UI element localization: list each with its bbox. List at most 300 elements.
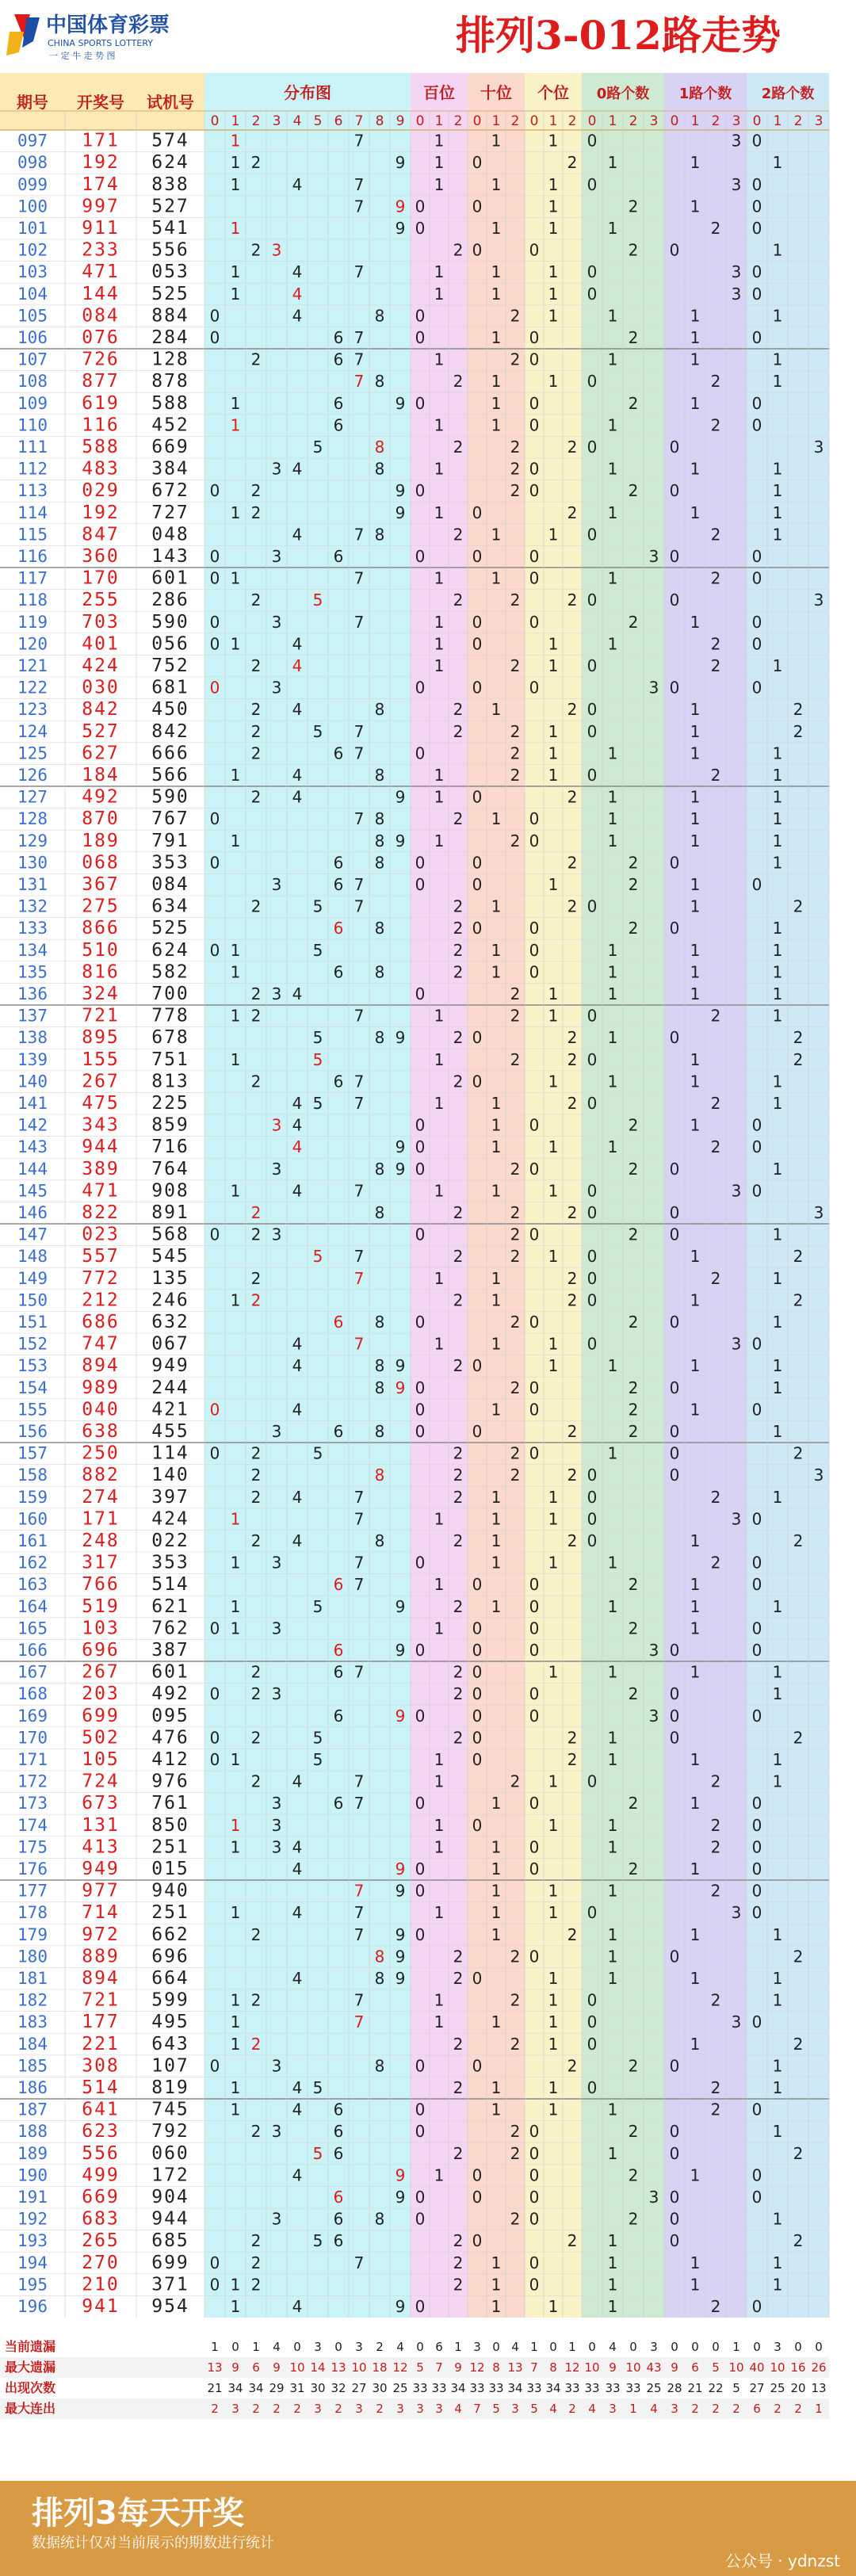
stats-value: 22 (708, 2381, 724, 2395)
stats-value: 0 (416, 2340, 424, 2354)
position-route-mark: 1 (491, 896, 502, 916)
route-count-mark: 2 (793, 1290, 804, 1310)
test-cell: 624 (151, 152, 189, 174)
draw-cell: 519 (82, 1596, 120, 1617)
route-count-mark: 0 (587, 896, 598, 916)
position-route-mark: 0 (415, 393, 426, 413)
issue-cell: 193 (17, 2231, 48, 2251)
stats-value: 5 (732, 2381, 740, 2395)
draw-cell: 977 (82, 1880, 120, 1901)
dist-mark: 9 (395, 1859, 406, 1878)
dist-mark: 0 (209, 1443, 220, 1463)
route-count-mark: 0 (669, 2231, 680, 2251)
route-sub-header: 1 (491, 113, 501, 129)
position-route-mark: 2 (453, 2231, 464, 2251)
route-count-mark: 1 (690, 328, 701, 347)
dist-mark: 6 (333, 1422, 344, 1441)
position-route-mark: 1 (548, 2078, 559, 2097)
position-route-mark: 0 (529, 2275, 540, 2295)
route-count-mark: 2 (793, 1028, 804, 1048)
position-route-mark: 1 (548, 1771, 559, 1791)
position-route-mark: 1 (434, 612, 445, 632)
issue-cell: 097 (17, 131, 48, 151)
dist-mark: 2 (250, 240, 262, 260)
route-count-mark: 3 (648, 1706, 659, 1726)
issue-cell: 117 (17, 568, 48, 588)
draw-cell: 367 (82, 874, 120, 895)
dist-mark: 9 (395, 2165, 406, 2185)
dist-mark: 4 (292, 1969, 303, 1988)
dist-mark: 8 (374, 306, 385, 326)
route-count-mark: 0 (587, 262, 598, 282)
draw-cell: 389 (82, 1158, 120, 1179)
issue-cell: 185 (17, 2056, 48, 2076)
digit-sub-header: 5 (313, 113, 323, 129)
dist-mark: 1 (230, 568, 241, 588)
position-route-mark: 0 (529, 1596, 540, 1616)
route-count-mark: 0 (587, 1268, 598, 1288)
issue-cell: 102 (17, 240, 48, 260)
stats-value: 0 (334, 2340, 342, 2354)
draw-cell: 212 (82, 1290, 120, 1311)
test-cell: 842 (151, 720, 189, 742)
position-route-mark: 0 (529, 831, 540, 850)
dist-mark: 9 (395, 831, 406, 850)
dist-mark: 2 (250, 1268, 262, 1288)
route-count-mark: 2 (628, 2056, 639, 2076)
route-count-mark: 1 (772, 1596, 783, 1616)
draw-cell: 267 (82, 1661, 120, 1683)
dist-mark: 4 (292, 2078, 303, 2097)
stats-value: 2 (376, 2340, 384, 2354)
position-route-mark: 1 (491, 525, 502, 545)
position-route-mark: 0 (472, 1684, 483, 1704)
route-count-mark: 1 (690, 1794, 701, 1814)
test-cell: 878 (151, 371, 189, 392)
draw-cell: 822 (82, 1202, 120, 1223)
stats-value: 0 (671, 2340, 678, 2354)
stats-value: 2 (211, 2402, 219, 2416)
route-count-header: 1路个数 (678, 86, 732, 102)
route-count-mark: 3 (731, 284, 742, 304)
draw-cell: 103 (82, 1618, 120, 1639)
position-route-mark: 0 (472, 240, 483, 260)
stats-value: 43 (646, 2360, 662, 2375)
position-route-mark: 0 (472, 612, 483, 632)
issue-cell: 180 (17, 1947, 48, 1966)
route-count-mark: 1 (690, 700, 701, 720)
position-route-mark: 1 (434, 131, 445, 151)
position-route-mark: 2 (510, 2034, 521, 2054)
route-count-mark: 2 (710, 1094, 721, 1113)
test-cell: 114 (151, 1443, 189, 1464)
route-count-mark: 1 (772, 766, 783, 785)
dist-mark: 4 (292, 1094, 303, 1113)
issue-cell: 151 (17, 1313, 48, 1332)
stats-value: 1 (252, 2340, 260, 2354)
position-route-mark: 1 (434, 2012, 445, 2032)
draw-cell: 747 (82, 1333, 120, 1355)
position-route-mark: 2 (510, 1378, 521, 1397)
dist-mark: 7 (353, 875, 365, 894)
issue-cell: 106 (17, 328, 48, 347)
position-route-mark: 0 (472, 547, 483, 566)
route-count-mark: 1 (607, 350, 618, 369)
dist-mark: 2 (250, 787, 262, 807)
route-count-mark: 3 (731, 262, 742, 282)
issue-cell: 126 (17, 766, 48, 785)
dist-mark: 5 (312, 1728, 323, 1748)
dist-mark: 7 (353, 350, 365, 369)
route-count-mark: 1 (690, 2034, 701, 2054)
route-count-mark: 2 (793, 2143, 804, 2163)
issue-cell: 191 (17, 2188, 48, 2207)
dist-mark: 1 (230, 219, 241, 238)
position-route-mark: 1 (548, 306, 559, 326)
dist-mark: 6 (333, 1641, 344, 1660)
route-count-mark: 0 (669, 590, 680, 610)
test-cell: 022 (151, 1531, 189, 1551)
route-count-mark: 0 (751, 1815, 762, 1835)
dist-mark: 8 (374, 372, 385, 392)
dist-mark: 2 (250, 2275, 262, 2295)
test-cell: 384 (151, 458, 189, 480)
test-cell: 601 (151, 1661, 189, 1683)
position-route-mark: 2 (567, 700, 578, 720)
position-route-mark: 2 (453, 2253, 464, 2272)
issue-cell: 184 (17, 2034, 48, 2054)
stats-value: 21 (687, 2381, 703, 2395)
issue-cell: 178 (17, 1903, 48, 1923)
issue-cell: 131 (17, 875, 48, 894)
dist-mark: 4 (292, 525, 303, 545)
route-sub-header: 1 (434, 113, 444, 129)
dist-mark: 4 (292, 2165, 303, 2185)
position-route-mark: 1 (548, 721, 559, 741)
stats-value: 4 (588, 2402, 596, 2416)
dist-mark: 5 (312, 438, 323, 457)
test-cell: 095 (151, 1705, 189, 1726)
dist-mark: 1 (230, 131, 241, 151)
route-count-mark: 0 (587, 766, 598, 785)
route-count-mark: 1 (607, 1815, 618, 1835)
position-route-mark: 2 (510, 831, 521, 850)
route-count-mark: 1 (607, 1969, 618, 1988)
issue-cell: 145 (17, 1181, 48, 1201)
route-count-mark: 1 (772, 1969, 783, 1988)
route-count-mark: 1 (607, 831, 618, 850)
issue-header: 期号 (17, 93, 48, 112)
position-route-mark: 0 (529, 1575, 540, 1595)
route-count-mark: 1 (607, 306, 618, 326)
draw-cell: 686 (82, 1312, 120, 1332)
test-cell: 643 (151, 2033, 189, 2054)
dist-mark: 8 (374, 1422, 385, 1441)
position-route-mark: 2 (567, 1466, 578, 1485)
position-route-mark: 1 (434, 1268, 445, 1288)
route-count-mark: 2 (710, 1137, 721, 1157)
dist-mark: 0 (209, 612, 220, 632)
dist-mark: 7 (353, 1794, 365, 1814)
draw-cell: 997 (82, 196, 120, 217)
issue-cell: 130 (17, 853, 48, 873)
route-count-mark: 0 (751, 1706, 762, 1726)
route-sub-header: 0 (472, 113, 482, 129)
issue-cell: 128 (17, 809, 48, 829)
test-cell: 556 (151, 239, 189, 261)
draw-cell: 401 (82, 633, 120, 655)
stats-value: 33 (488, 2381, 504, 2395)
footer-watermark: 公众号 · ydnzst (724, 2551, 840, 2570)
dist-mark: 2 (250, 1443, 262, 1463)
position-route-mark: 1 (434, 459, 445, 479)
position-route-mark: 2 (510, 2209, 521, 2229)
digit-sub-header: 8 (375, 113, 384, 129)
route-count-mark: 1 (690, 875, 701, 894)
stats-value: 5 (530, 2402, 538, 2416)
dist-mark: 3 (271, 875, 282, 894)
dist-mark: 6 (333, 853, 344, 873)
position-route-mark: 0 (472, 1969, 483, 1988)
route-count-mark: 1 (690, 459, 701, 479)
issue-cell: 100 (17, 197, 48, 216)
test-cell: 450 (151, 699, 189, 720)
dist-mark: 7 (353, 525, 365, 545)
dist-mark: 2 (250, 2034, 262, 2054)
route-count-mark: 3 (731, 1509, 742, 1529)
route-count-mark: 1 (690, 350, 701, 369)
route-count-mark: 2 (793, 1443, 804, 1463)
route-count-mark: 1 (607, 1750, 618, 1769)
position-route-mark: 0 (415, 481, 426, 501)
route-count-mark: 0 (669, 678, 680, 698)
issue-cell: 166 (17, 1641, 48, 1660)
route-count-mark: 0 (751, 1509, 762, 1529)
draw-cell: 483 (82, 458, 120, 480)
stats-value: 13 (811, 2381, 827, 2395)
position-route-mark: 1 (548, 372, 559, 392)
route-count-mark: 1 (772, 743, 783, 763)
route-count-mark: 0 (587, 438, 598, 457)
route-count-mark: 1 (772, 853, 783, 873)
position-route-mark: 0 (415, 1422, 426, 1441)
stats-value: 40 (749, 2360, 765, 2375)
route-count-mark: 1 (690, 984, 701, 1003)
route-count-mark: 1 (690, 503, 701, 522)
stats-value: 3 (473, 2340, 481, 2354)
stats-value: 0 (794, 2340, 802, 2354)
dist-mark: 6 (333, 2143, 344, 2163)
position-route-mark: 1 (491, 2078, 502, 2097)
stats-value: 13 (207, 2360, 223, 2375)
route-count-mark: 0 (751, 1553, 762, 1573)
position-route-mark: 0 (529, 1794, 540, 1814)
dist-mark: 9 (395, 1969, 406, 1988)
test-cell: 371 (151, 2274, 189, 2295)
route-count-mark: 1 (772, 1422, 783, 1441)
position-route-mark: 1 (434, 1181, 445, 1201)
route-count-mark: 2 (628, 1115, 639, 1135)
stats-value: 27 (351, 2381, 367, 2395)
issue-cell: 111 (17, 438, 48, 457)
test-cell: 850 (151, 1814, 189, 1836)
position-route-mark: 1 (548, 1181, 559, 1201)
issue-cell: 181 (17, 1969, 48, 1988)
route-count-mark: 1 (607, 1553, 618, 1573)
stats-value: 9 (454, 2360, 462, 2375)
dist-mark: 7 (353, 1771, 365, 1791)
route-count-mark: 1 (772, 1006, 783, 1026)
route-count-mark: 1 (690, 612, 701, 632)
dist-mark: 2 (250, 590, 262, 610)
dist-mark: 9 (395, 1028, 406, 1048)
issue-cell: 196 (17, 2297, 48, 2316)
dist-mark: 5 (312, 1443, 323, 1463)
stats-value: 10 (351, 2360, 367, 2375)
test-cell: 599 (151, 1989, 189, 2011)
draw-cell: 527 (82, 720, 120, 742)
digit-sub-header: 7 (354, 113, 364, 129)
draw-cell: 177 (82, 2012, 120, 2033)
route-count-mark: 0 (751, 678, 762, 698)
route-count-mark: 0 (751, 547, 762, 566)
route-count-mark: 0 (587, 525, 598, 545)
dist-mark: 7 (353, 1881, 365, 1901)
position-route-mark: 1 (434, 1837, 445, 1857)
position-route-mark: 0 (529, 1837, 540, 1857)
position-route-mark: 0 (472, 1728, 483, 1748)
route-count-mark: 1 (607, 1662, 618, 1682)
route-count-mark: 1 (690, 1400, 701, 1420)
route-count-mark: 0 (587, 1049, 598, 1069)
dist-mark: 8 (374, 1947, 385, 1966)
issue-cell: 176 (17, 1859, 48, 1878)
position-route-mark: 1 (548, 743, 559, 763)
position-route-mark: 2 (453, 525, 464, 545)
test-cell: 525 (151, 918, 189, 939)
position-route-mark: 0 (415, 984, 426, 1003)
draw-cell: 324 (82, 984, 120, 1004)
issue-cell: 168 (17, 1684, 48, 1704)
position-route-mark: 1 (548, 2297, 559, 2316)
dist-mark: 4 (292, 1859, 303, 1878)
route-count-mark: 3 (731, 1334, 742, 1354)
dist-mark: 3 (271, 1553, 282, 1573)
position-route-mark: 0 (472, 1750, 483, 1769)
stats-value: 0 (815, 2340, 823, 2354)
route-count-mark: 1 (772, 831, 783, 850)
route-count-mark: 2 (628, 2209, 639, 2229)
test-cell: 514 (151, 1574, 189, 1596)
stats-value: 7 (435, 2360, 443, 2375)
route-count-header: 2路个数 (761, 86, 815, 102)
test-cell: 251 (151, 1902, 189, 1924)
stats-value: 10 (584, 2360, 600, 2375)
test-cell: 353 (151, 852, 189, 873)
route-count-mark: 0 (669, 2188, 680, 2207)
draw-cell: 669 (82, 2187, 120, 2207)
route-count-mark: 1 (607, 940, 618, 960)
position-route-mark: 2 (567, 503, 578, 522)
position-route-mark: 2 (453, 1487, 464, 1507)
route-count-mark: 0 (751, 262, 762, 282)
footer-banner: 排列3每天开奖 (32, 2495, 244, 2532)
test-cell: 284 (151, 327, 189, 348)
test-cell: 761 (151, 1793, 189, 1814)
draw-cell: 870 (82, 808, 120, 830)
draw-cell: 308 (82, 2055, 120, 2077)
position-route-mark: 0 (529, 459, 540, 479)
position-route-mark: 0 (529, 678, 540, 698)
route-count-mark: 0 (669, 547, 680, 566)
route-count-mark: 0 (587, 1290, 598, 1310)
route-count-mark: 2 (710, 1990, 721, 2010)
stats-value: 4 (650, 2402, 658, 2416)
dist-mark: 1 (230, 1837, 241, 1857)
stats-value: 3 (650, 2340, 658, 2354)
stats-value: 1 (732, 2340, 740, 2354)
position-route-mark: 1 (548, 525, 559, 545)
position-route-mark: 0 (415, 2122, 426, 2142)
route-count-mark: 0 (587, 656, 598, 675)
issue-cell: 179 (17, 1924, 48, 1944)
stats-value: 4 (549, 2402, 557, 2416)
route-count-mark: 1 (607, 1072, 618, 1091)
route-count-mark: 1 (607, 1028, 618, 1048)
dist-mark: 4 (292, 984, 303, 1003)
dist-mark: 7 (353, 896, 365, 916)
test-cell: 455 (151, 1421, 189, 1442)
dist-mark: 4 (292, 1356, 303, 1376)
issue-cell: 186 (17, 2078, 48, 2097)
position-route-mark: 1 (434, 831, 445, 850)
draw-cell: 882 (82, 1465, 120, 1486)
issue-cell: 109 (17, 393, 48, 413)
dist-mark: 1 (230, 2100, 241, 2119)
test-cell: 084 (151, 874, 189, 895)
position-route-mark: 1 (434, 634, 445, 654)
dist-mark: 7 (353, 612, 365, 632)
dist-mark: 2 (250, 153, 262, 173)
stats-value: 2 (273, 2402, 281, 2416)
position-route-mark: 1 (434, 1049, 445, 1069)
route-count-mark: 0 (751, 219, 762, 238)
draw-cell: 171 (82, 1508, 120, 1530)
route-count-mark: 0 (751, 2100, 762, 2119)
position-route-mark: 2 (453, 1203, 464, 1222)
route-count-mark: 1 (690, 743, 701, 763)
dist-mark: 5 (312, 721, 323, 741)
position-header: 十位 (480, 83, 512, 102)
route-count-mark: 2 (710, 415, 721, 435)
dist-mark: 0 (209, 2275, 220, 2295)
position-route-mark: 0 (415, 1400, 426, 1420)
dist-mark: 0 (209, 809, 220, 829)
issue-cell: 137 (17, 1006, 48, 1026)
route-count-mark: 0 (751, 1881, 762, 1901)
stats-value: 2 (691, 2402, 699, 2416)
position-route-mark: 1 (491, 1531, 502, 1550)
route-count-mark: 1 (772, 2056, 783, 2076)
draw-cell: 210 (82, 2274, 120, 2295)
issue-cell: 163 (17, 1575, 48, 1595)
test-cell: 672 (151, 480, 189, 502)
dist-mark: 3 (271, 1159, 282, 1179)
route-count-mark: 2 (710, 1553, 721, 1573)
draw-cell: 471 (82, 262, 120, 283)
dist-mark: 2 (250, 656, 262, 675)
issue-cell: 141 (17, 1094, 48, 1113)
